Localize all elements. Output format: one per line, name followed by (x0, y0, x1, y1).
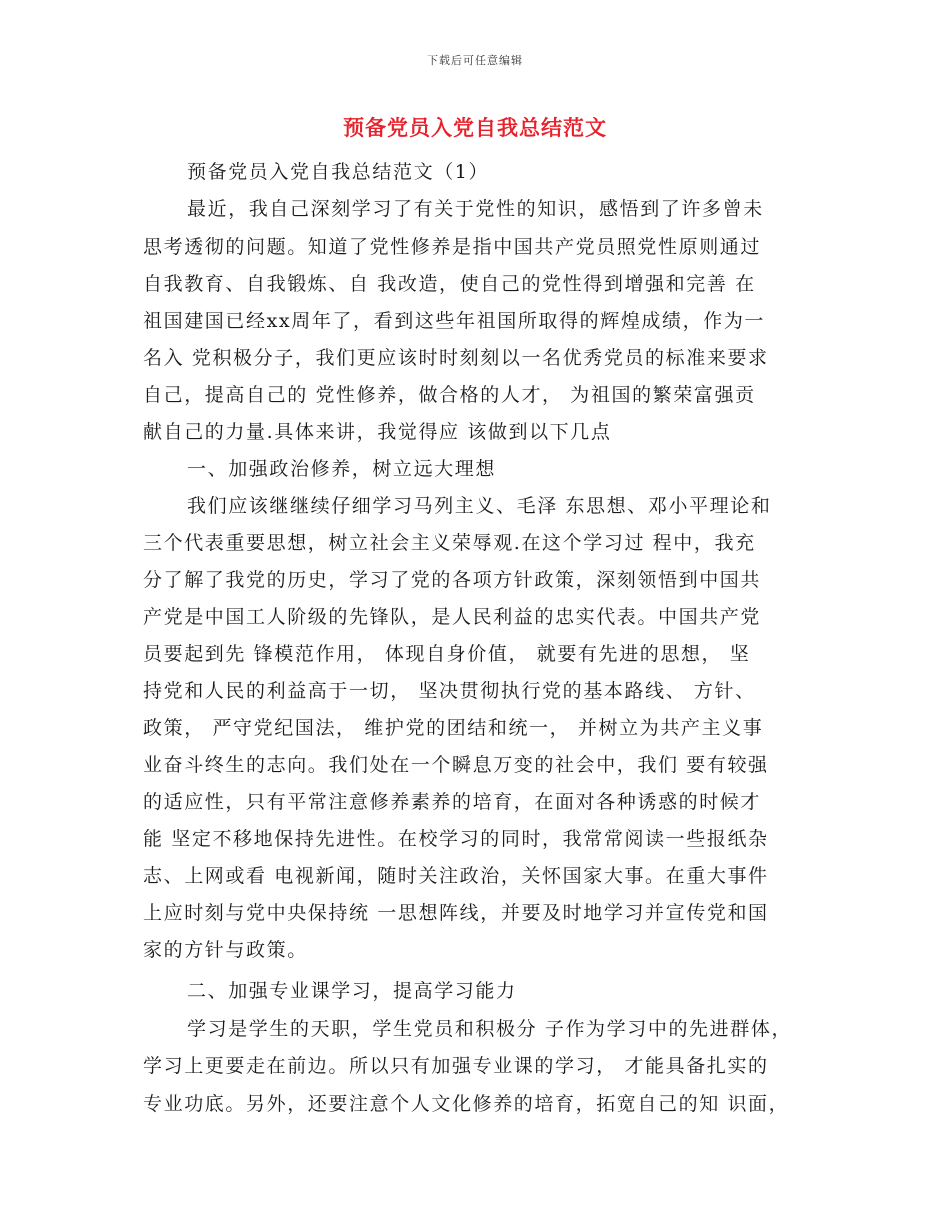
section-heading: 预备党员入党自我总结范文（1） (187, 161, 490, 183)
paragraph-line: 家的方针与政策。 (143, 939, 308, 961)
paragraph-line: 学习是学生的天职，学生党员和积极分 子作为学习中的先进群体， (187, 1018, 793, 1040)
paragraph-line: 名入 党积极分子，我们更应该时时刻刻以一名优秀党员的标准来要求 (143, 347, 769, 369)
section-heading: 一、加强政治修养，树立远大理想 (187, 458, 497, 480)
paragraph-line: 的适应性，只有平常注意修养素养的培育，在面对各种诱惑的时候才 (143, 791, 762, 813)
paragraph-line: 学习上更要走在前边。所以只有加强专业课的学习， 才能具备扎实的 (143, 1055, 769, 1077)
paragraph-line: 祖国建国已经xx周年了，看到这些年祖国所取得的辉煌成绩，作为一 (143, 310, 766, 332)
header-note: 下载后可任意编辑 (427, 54, 523, 67)
paragraph-line: 我们应该继继续仔细学习马列主义、毛泽 东思想、邓小平理论和 (187, 495, 772, 517)
paragraph-line: 能 坚定不移地保持先进性。在校学习的同时，我常常阅读一些报纸杂 (143, 828, 769, 850)
paragraph-line: 自我教育、自我锻炼、自 我改造，使自己的党性得到增强和完善 在 (143, 273, 756, 295)
paragraph-line: 政策， 严守党纪国法， 维护党的团结和统一， 并树立为共产主义事 (143, 717, 764, 739)
paragraph-line: 上应时刻与党中央保持统 一思想阵线，并要及时地学习并宣传党和国 (143, 902, 769, 924)
paragraph-line: 献自己的力量.具体来讲，我觉得应 该做到以下几点 (143, 421, 612, 443)
section-heading: 二、加强专业课学习，提高学习能力 (187, 980, 517, 1002)
paragraph-line: 志、上网或看 电视新闻，随时关注政治，关怀国家大事。在重大事件 (143, 865, 769, 887)
paragraph-line: 思考透彻的问题。知道了党性修养是指中国共产党员照党性原则通过 (143, 236, 762, 258)
paragraph-line: 持党和人民的利益高于一切， 坚决贯彻执行党的基本路线、 方针、 (143, 680, 756, 702)
document-title: 预备党员入党自我总结范文 (343, 115, 607, 140)
paragraph-line: 三个代表重要思想，树立社会主义荣辱观.在这个学习过 程中，我充 (143, 532, 756, 554)
paragraph-line: 专业功底。另外，还要注意个人文化修养的培育，拓宽自己的知 识面， (143, 1093, 790, 1115)
paragraph-line: 最近，我自己深刻学习了有关于党性的知识，感悟到了许多曾未 (187, 198, 764, 220)
paragraph-line: 分了解了我党的历史，学习了党的各项方针政策，深刻领悟到中国共 (143, 569, 762, 591)
paragraph-line: 业奋斗终生的志向。我们处在一个瞬息万变的社会中，我们 要有较强 (143, 754, 769, 776)
paragraph-line: 员要起到先 锋模范作用， 体现自身价值， 就要有先进的思想， 坚 (143, 643, 751, 665)
paragraph-line: 自己，提高自己的 党性修养，做合格的人才， 为祖国的繁荣富强贡 (143, 384, 756, 406)
paragraph-line: 产党是中国工人阶级的先锋队，是人民利益的忠实代表。中国共产党 (143, 606, 762, 628)
